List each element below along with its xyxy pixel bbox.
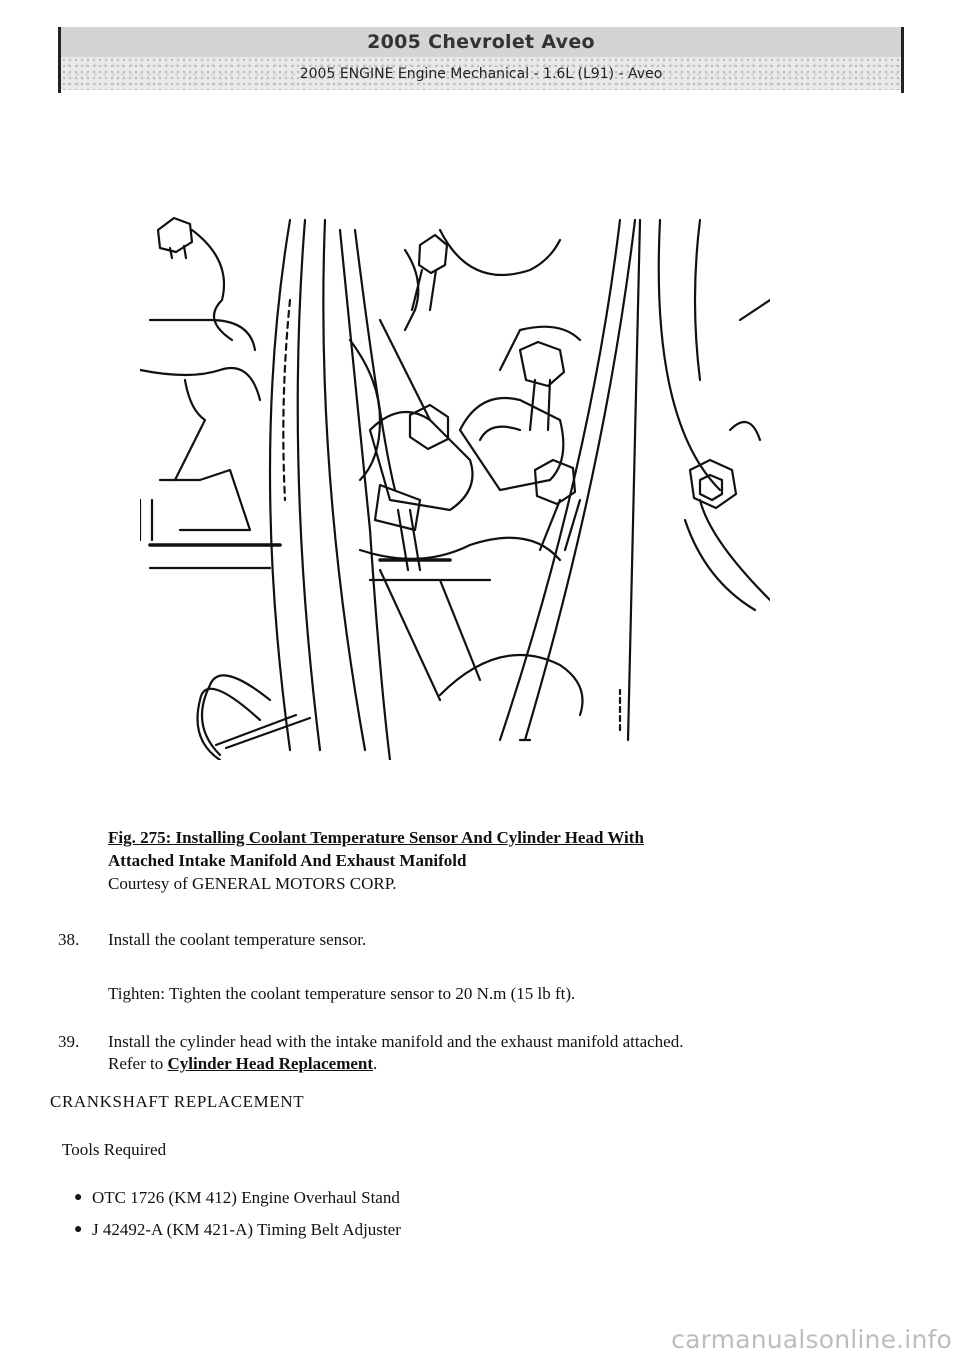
step-number: 39. [58, 1032, 80, 1051]
figure-courtesy: Courtesy of GENERAL MOTORS CORP. [108, 874, 397, 893]
header-title: 2005 Chevrolet Aveo [61, 27, 901, 57]
tighten-spec: Tighten: Tighten the coolant temperature sensor to 20 N.m (15 lb ft). [108, 984, 576, 1003]
tool-name: OTC 1726 (KM 412) Engine Overhaul Stand [92, 1188, 400, 1207]
figure-caption [108, 826, 848, 895]
step-text: Install the coolant temperature sensor. [108, 930, 367, 949]
list-item [74, 1186, 401, 1218]
tools-list [74, 1186, 401, 1250]
refer-suffix: . [373, 1054, 378, 1073]
header-subtitle: 2005 ENGINE Engine Mechanical - 1.6L (L91) - Aveo [61, 57, 901, 90]
bullet-icon: ● [74, 1222, 83, 1237]
step-39-reference [108, 1052, 377, 1075]
step-38-tighten [108, 982, 575, 1005]
list-item [74, 1218, 401, 1250]
step-text: Install the cylinder head with the intake manifold and the exhaust manifold attached. [108, 1032, 684, 1051]
page-header [58, 27, 904, 93]
figure-title-continued: Attached Intake Manifold And Exhaust Manifold [108, 851, 467, 870]
step-number: 38. [58, 930, 80, 949]
cylinder-head-replacement-link[interactable]: Cylinder Head Replacement [167, 1054, 374, 1073]
figure-title[interactable]: Fig. 275: Installing Coolant Temperature Sensor And Cylinder Head With [108, 828, 644, 847]
watermark: carmanualsonline.info [671, 1325, 952, 1354]
refer-prefix: Refer to [108, 1054, 164, 1073]
section-heading: CRANKSHAFT REPLACEMENT [50, 1092, 305, 1111]
tool-name: J 42492-A (KM 421-A) Timing Belt Adjuster [92, 1220, 401, 1239]
bullet-icon: ● [74, 1190, 83, 1205]
engine-illustration [140, 200, 770, 760]
tools-required-label: Tools Required [62, 1140, 167, 1159]
